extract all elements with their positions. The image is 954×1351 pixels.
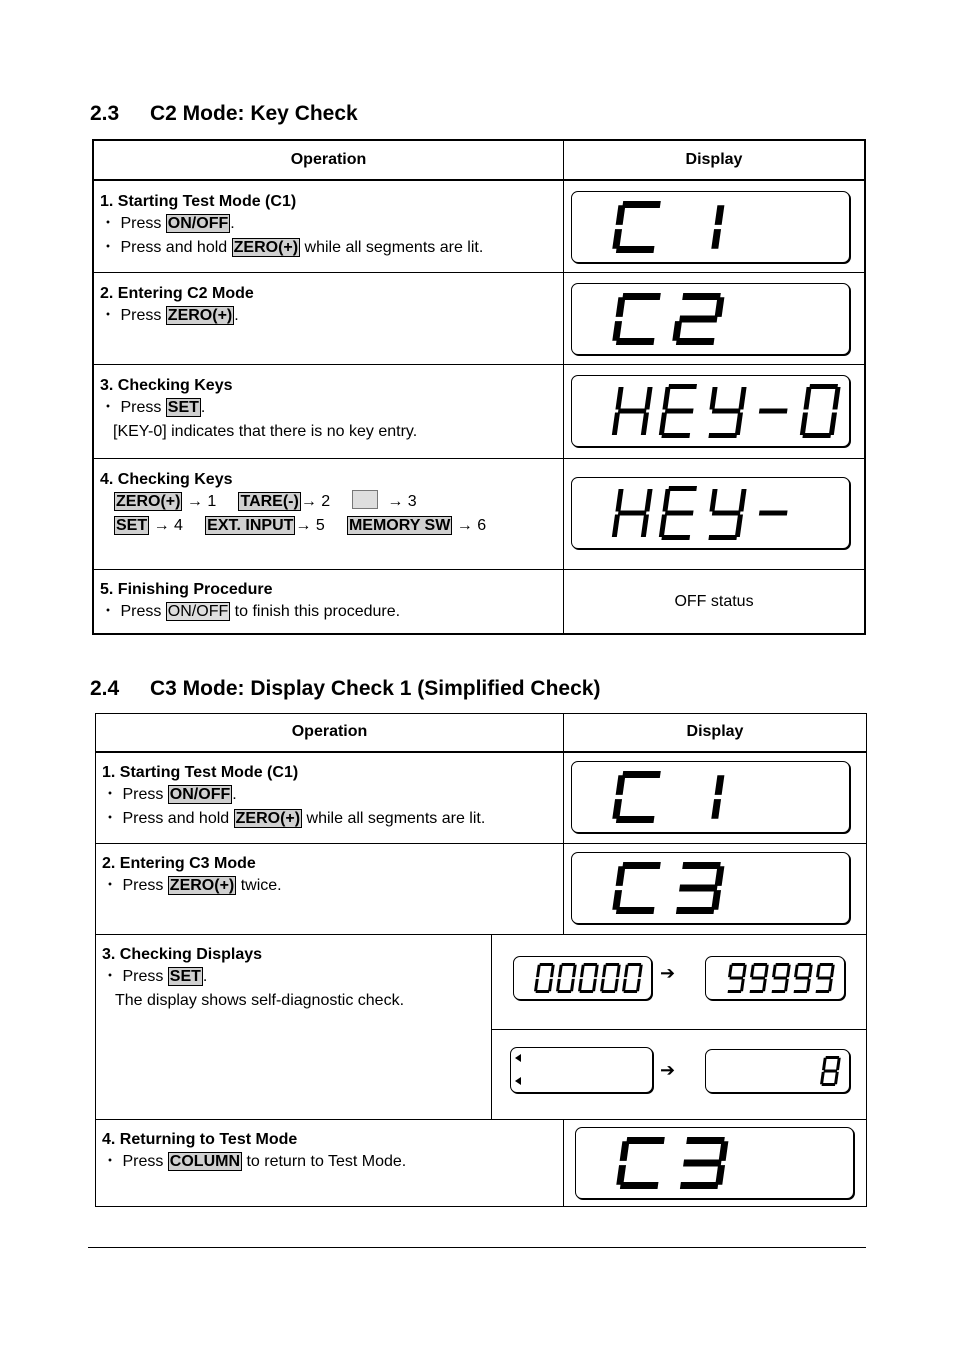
lcd-digit <box>556 963 577 993</box>
instruction-text: ・ Press <box>100 603 166 620</box>
lcd-digit <box>711 205 724 249</box>
section-number: 2.4 <box>90 677 120 700</box>
display-cell <box>564 844 867 935</box>
display-cell <box>564 1120 867 1207</box>
key-ext-input: EXT. INPUT <box>207 517 294 534</box>
key-on-off: ON/OFF <box>167 603 229 620</box>
instruction-text: ・ Press <box>102 1153 168 1170</box>
lcd-digit <box>799 384 841 438</box>
lcd-digit <box>612 293 661 345</box>
step-title: 3. Checking Keys <box>100 377 233 394</box>
table-row <box>96 752 867 844</box>
key-set: SET <box>167 399 199 416</box>
instruction-text: ・ Press <box>102 877 168 894</box>
display-cell <box>564 365 865 459</box>
arrow-right-icon: ➔ <box>660 963 676 983</box>
instruction-text: The display shows self-diagnostic check. <box>115 992 405 1009</box>
display-cell <box>564 752 867 844</box>
key-zero: ZERO(+) <box>167 307 233 324</box>
lcd-digit <box>672 293 725 345</box>
lcd-digit <box>705 489 746 540</box>
table-row <box>94 180 865 273</box>
lcd-digit <box>612 387 653 435</box>
section-title: C2 Mode: Key Check <box>150 102 358 125</box>
key-memory-sw: MEMORY SW <box>348 517 451 534</box>
lcd-digit <box>612 489 653 537</box>
footer-rule <box>88 1247 866 1248</box>
lcd-digit <box>814 963 835 993</box>
lcd-display <box>571 283 850 355</box>
key-result: → 2 <box>300 493 331 510</box>
lcd-digit <box>534 963 555 993</box>
table-row <box>94 273 865 365</box>
lcd-digit <box>820 1056 841 1086</box>
section-number: 2.3 <box>90 102 120 125</box>
instruction-text: ・ Press <box>102 968 168 985</box>
instruction-text: ・ Press and hold <box>100 238 232 256</box>
table-row <box>96 1120 867 1207</box>
display-cell <box>492 1030 867 1120</box>
lcd-display <box>571 191 850 263</box>
arrow-right-icon: ➔ <box>660 1060 676 1080</box>
instruction-text: . <box>234 307 239 324</box>
instruction-text: . <box>200 399 206 416</box>
lcd-display <box>571 761 850 833</box>
key-result: → 3 <box>387 493 417 510</box>
table-row <box>94 570 865 634</box>
lcd-digit <box>658 486 697 540</box>
lcd-digit <box>612 771 661 823</box>
table-row <box>94 459 865 570</box>
header-display: Display <box>564 714 867 752</box>
instruction-text: ・ Press <box>100 214 166 232</box>
lcd-digit <box>578 963 599 993</box>
step-title: 1. Starting Test Mode (C1) <box>100 192 297 210</box>
section-title: C3 Mode: Display Check 1 (Simplified Check) <box>150 677 601 700</box>
instruction-text: . <box>202 968 208 985</box>
header-operation: Operation <box>96 714 564 752</box>
key-zero: ZERO(+) <box>235 809 301 827</box>
instruction-text: ・ Press and hold <box>102 809 234 827</box>
lcd-display <box>575 1127 854 1199</box>
instruction-text: ・ Press <box>100 399 166 416</box>
lcd-digit <box>676 862 725 914</box>
instruction-text: to return to Test Mode. <box>242 1153 407 1170</box>
instruction-text: . <box>232 785 237 803</box>
lcd-display <box>571 852 850 924</box>
lcd-digit <box>705 387 746 438</box>
display-cell <box>564 180 865 273</box>
lcd-digit <box>658 384 697 438</box>
key-set: SET <box>169 968 201 985</box>
section-heading-2-4 <box>90 677 600 701</box>
lcd-display <box>571 477 850 549</box>
key-result: → 1 <box>186 493 217 510</box>
display-status: OFF status <box>564 570 865 634</box>
key-zero: ZERO(+) <box>233 238 299 256</box>
section-heading-2-3 <box>90 102 358 126</box>
key-result: → 4 <box>153 517 183 534</box>
instruction-text: ・ Press <box>100 307 166 324</box>
step-title: 4. Checking Keys <box>100 471 233 488</box>
lcd-digit <box>770 963 791 993</box>
lcd-digit <box>759 511 788 516</box>
display-cell <box>564 459 865 570</box>
table-row <box>94 365 865 459</box>
display-cell <box>564 273 865 365</box>
instruction-text: while all segments are lit. <box>300 238 484 256</box>
lcd-digit <box>622 963 643 993</box>
table-row <box>96 935 867 1030</box>
lcd-display-zeros <box>513 956 652 1000</box>
display-check-table <box>95 713 867 1207</box>
instruction-text: twice. <box>236 877 282 894</box>
indicator-arrow-icon <box>515 1077 521 1085</box>
blank-key <box>352 490 378 509</box>
lcd-digit <box>680 1137 729 1189</box>
key-tare: TARE(-) <box>240 493 299 510</box>
key-result: → 5 <box>295 517 325 534</box>
step-title: 2. Entering C2 Mode <box>100 285 254 302</box>
step-title: 1. Starting Test Mode (C1) <box>102 763 299 781</box>
key-set: SET <box>116 517 148 534</box>
key-on-off: ON/OFF <box>169 785 231 803</box>
indicator-arrow-icon <box>515 1054 521 1062</box>
lcd-digit <box>792 963 813 993</box>
lcd-display <box>571 375 850 447</box>
instruction-text: while all segments are lit. <box>302 809 486 827</box>
step-title: 3. Checking Displays <box>102 946 263 963</box>
lcd-digit <box>612 201 661 253</box>
key-zero: ZERO(+) <box>169 877 235 894</box>
lcd-display-indicators <box>510 1047 653 1093</box>
instruction-text: to finish this procedure. <box>230 603 401 620</box>
header-operation: Operation <box>94 141 564 180</box>
lcd-digit <box>748 963 769 993</box>
key-zero: ZERO(+) <box>116 493 181 510</box>
lcd-digit <box>600 963 621 993</box>
key-column: COLUMN <box>169 1153 241 1170</box>
instruction-text: ・ Press <box>102 785 168 803</box>
lcd-display-nines <box>705 956 845 1000</box>
lcd-digit <box>759 409 788 414</box>
key-on-off: ON/OFF <box>167 214 229 232</box>
key-result: → 6 <box>456 517 487 534</box>
lcd-digit <box>726 963 747 993</box>
lcd-digit <box>616 1137 665 1189</box>
table-row <box>96 844 867 935</box>
instruction-text: [KEY-0] indicates that there is no key entry. <box>113 423 418 440</box>
lcd-display-eight <box>705 1049 850 1093</box>
step-title: 4. Returning to Test Mode <box>102 1131 298 1148</box>
display-cell <box>492 935 867 1030</box>
instruction-text: . <box>230 214 235 232</box>
step-title: 5. Finishing Procedure <box>100 581 273 598</box>
key-check-table <box>93 140 865 634</box>
header-display: Display <box>564 141 865 180</box>
step-title: 2. Entering C3 Mode <box>102 855 256 872</box>
lcd-digit <box>711 775 724 819</box>
lcd-digit <box>612 862 661 914</box>
